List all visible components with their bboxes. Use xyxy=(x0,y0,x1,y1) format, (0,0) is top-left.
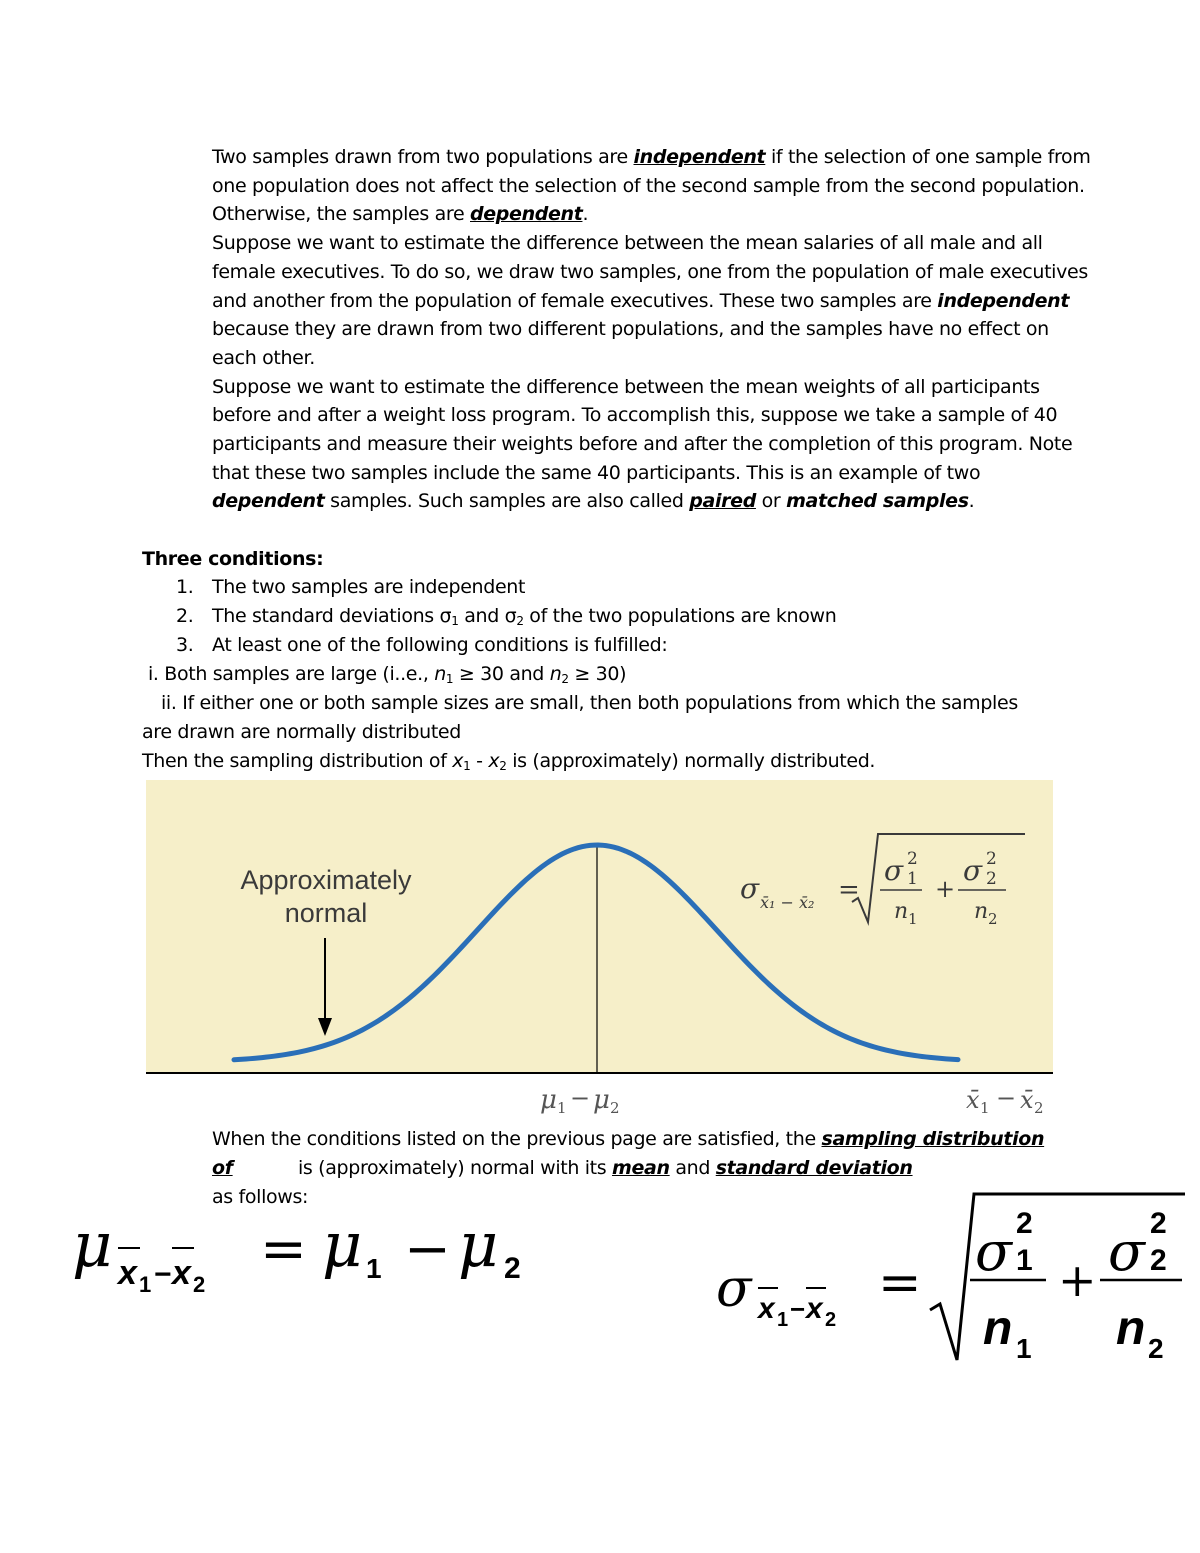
subscript: 1 xyxy=(451,614,459,628)
text: and xyxy=(669,1157,716,1179)
svg-text:n: n xyxy=(894,899,909,924)
svg-text:x̄: x̄ xyxy=(966,1086,980,1114)
svg-text:σ: σ xyxy=(1108,1220,1145,1283)
text: Suppose we want to estimate the difference between the mean weights of all participants before and after a weight loss program. To accomplish this, suppose we take a sample of 40 participants and measure their weights before and after the completion of this program. Note that these two samples include the same 40 participants. This is an example of two xyxy=(212,375,1073,484)
sd-formula xyxy=(716,1194,1185,1364)
subscript: 1 xyxy=(463,759,471,773)
svg-text:2: 2 xyxy=(988,910,998,928)
symbol-x: x xyxy=(488,750,500,772)
svg-text:2: 2 xyxy=(1150,1244,1167,1277)
subscript: 1 xyxy=(445,672,454,686)
text: is (approximately) normally distributed. xyxy=(506,750,876,772)
subscript: 2 xyxy=(516,614,524,628)
svg-text:2: 2 xyxy=(1148,1333,1164,1364)
text: Two samples drawn from two populations are xyxy=(212,146,634,168)
svg-text:μ: μ xyxy=(540,1085,557,1115)
svg-text:σ: σ xyxy=(884,854,904,887)
svg-text:1: 1 xyxy=(139,1272,152,1297)
svg-text:2: 2 xyxy=(825,1309,837,1331)
text: The standard deviations σ xyxy=(212,605,452,627)
text: . xyxy=(968,490,975,513)
svg-text:−: − xyxy=(154,1258,172,1291)
term-of: of xyxy=(212,1157,233,1179)
text: samples. Such samples are also called xyxy=(324,490,690,513)
text: - xyxy=(470,750,489,772)
svg-text:−: − xyxy=(790,1294,806,1324)
svg-text:−: − xyxy=(404,1217,451,1282)
svg-text:2: 2 xyxy=(1150,1207,1167,1240)
condition-text: The two samples are independent xyxy=(212,576,526,598)
text: or xyxy=(755,490,787,513)
mean-formula xyxy=(72,1208,521,1297)
condition-number: 1. xyxy=(176,576,194,598)
annotation-line1: Approximately xyxy=(240,865,412,895)
text: and σ xyxy=(458,605,517,627)
text: Suppose we want to estimate the difference between the mean salaries of all male and all female executives. To do so, we draw two samples, one from the population of male executives and another from the population of female executives. These two samples are xyxy=(212,232,1088,312)
term-dependent: dependent xyxy=(470,203,583,226)
svg-text:2: 2 xyxy=(986,849,997,869)
text: ≥ 30) xyxy=(568,663,627,685)
text: . xyxy=(582,203,589,226)
svg-text:σ: σ xyxy=(975,1220,1012,1283)
svg-text:1: 1 xyxy=(1016,1333,1032,1364)
text: When the conditions listed on the previous page are satisfied, the xyxy=(212,1128,822,1150)
annotation-line2: normal xyxy=(284,898,368,928)
subscript: 2 xyxy=(499,759,507,773)
term-standard-deviation: standard deviation xyxy=(715,1157,913,1179)
sub-condition-ii-line1: ii. If either one or both sample sizes are small, then both populations from which the samples xyxy=(161,692,1018,714)
svg-text:n: n xyxy=(974,899,989,924)
svg-text:x̄: x̄ xyxy=(1020,1086,1034,1114)
term-paired: paired xyxy=(689,490,756,513)
term-matched-samples: matched samples xyxy=(786,490,969,513)
text: ≥ 30 and xyxy=(453,663,550,685)
svg-text:μ: μ xyxy=(458,1208,499,1281)
svg-text:1: 1 xyxy=(557,1099,567,1117)
svg-text:σ: σ xyxy=(740,872,760,905)
svg-text:x: x xyxy=(806,1292,823,1325)
svg-text:μ: μ xyxy=(593,1085,610,1115)
svg-text:2: 2 xyxy=(986,869,997,889)
svg-text:+: + xyxy=(1058,1253,1097,1307)
text: i. Both samples are large (i..e., xyxy=(148,663,435,685)
svg-text:2: 2 xyxy=(504,1252,521,1285)
svg-text:2: 2 xyxy=(193,1272,206,1297)
svg-text:x: x xyxy=(118,1254,137,1292)
svg-text:+: + xyxy=(935,875,956,903)
condition-number: 3. xyxy=(176,634,194,656)
term-sampling-distribution: sampling distribution xyxy=(821,1128,1045,1150)
svg-text:=: = xyxy=(838,875,860,905)
svg-text:σ: σ xyxy=(963,854,983,887)
svg-text:2: 2 xyxy=(907,849,918,869)
svg-text:1: 1 xyxy=(980,1099,990,1117)
symbol-n: n xyxy=(434,663,446,685)
svg-text:μ: μ xyxy=(72,1208,113,1281)
svg-text:1: 1 xyxy=(908,910,918,928)
svg-text:n: n xyxy=(1116,1302,1146,1355)
text: is (approximately) normal with its xyxy=(298,1157,612,1179)
text: if the selection of one sample from one population does not affect the selection of the second sample from the second population. Otherwise, the samples are xyxy=(212,146,1091,226)
closing-line3: as follows: xyxy=(212,1186,309,1208)
sub-condition-ii-line2: are drawn are normally distributed xyxy=(142,721,461,743)
svg-text:1: 1 xyxy=(907,869,918,889)
text: because they are drawn from two different populations, and the samples have no effect on each other. xyxy=(212,318,1049,369)
text: of the two populations are known xyxy=(523,605,837,627)
svg-text:2: 2 xyxy=(610,1099,620,1117)
svg-text:=: = xyxy=(878,1253,922,1313)
term-independent: independent xyxy=(633,146,766,168)
term-independent: independent xyxy=(937,289,1070,312)
condition-number: 2. xyxy=(176,605,194,627)
svg-text:1: 1 xyxy=(777,1309,789,1331)
condition-text: At least one of the following conditions is fulfilled: xyxy=(212,634,668,656)
term-dependent: dependent xyxy=(212,490,325,513)
svg-text:1: 1 xyxy=(366,1253,382,1284)
text: Then the sampling distribution of xyxy=(142,750,453,772)
conditions-heading: Three conditions: xyxy=(142,548,324,570)
svg-text:1: 1 xyxy=(1016,1244,1033,1277)
svg-text:2: 2 xyxy=(1034,1099,1044,1117)
subscript: 2 xyxy=(561,672,569,686)
svg-text:2: 2 xyxy=(1016,1207,1033,1240)
svg-text:x̄₁ − x̄₂: x̄₁ − x̄₂ xyxy=(760,893,815,912)
svg-text:σ: σ xyxy=(716,1259,752,1319)
svg-text:−: − xyxy=(996,1084,1017,1112)
svg-text:n: n xyxy=(983,1302,1013,1355)
svg-text:x: x xyxy=(172,1254,191,1292)
svg-text:=: = xyxy=(260,1217,307,1282)
symbol-x: x xyxy=(452,750,464,772)
svg-text:−: − xyxy=(570,1084,591,1112)
term-mean: mean xyxy=(612,1157,670,1179)
svg-text:μ: μ xyxy=(322,1208,363,1281)
svg-text:x: x xyxy=(758,1292,775,1325)
symbol-n: n xyxy=(549,663,562,685)
